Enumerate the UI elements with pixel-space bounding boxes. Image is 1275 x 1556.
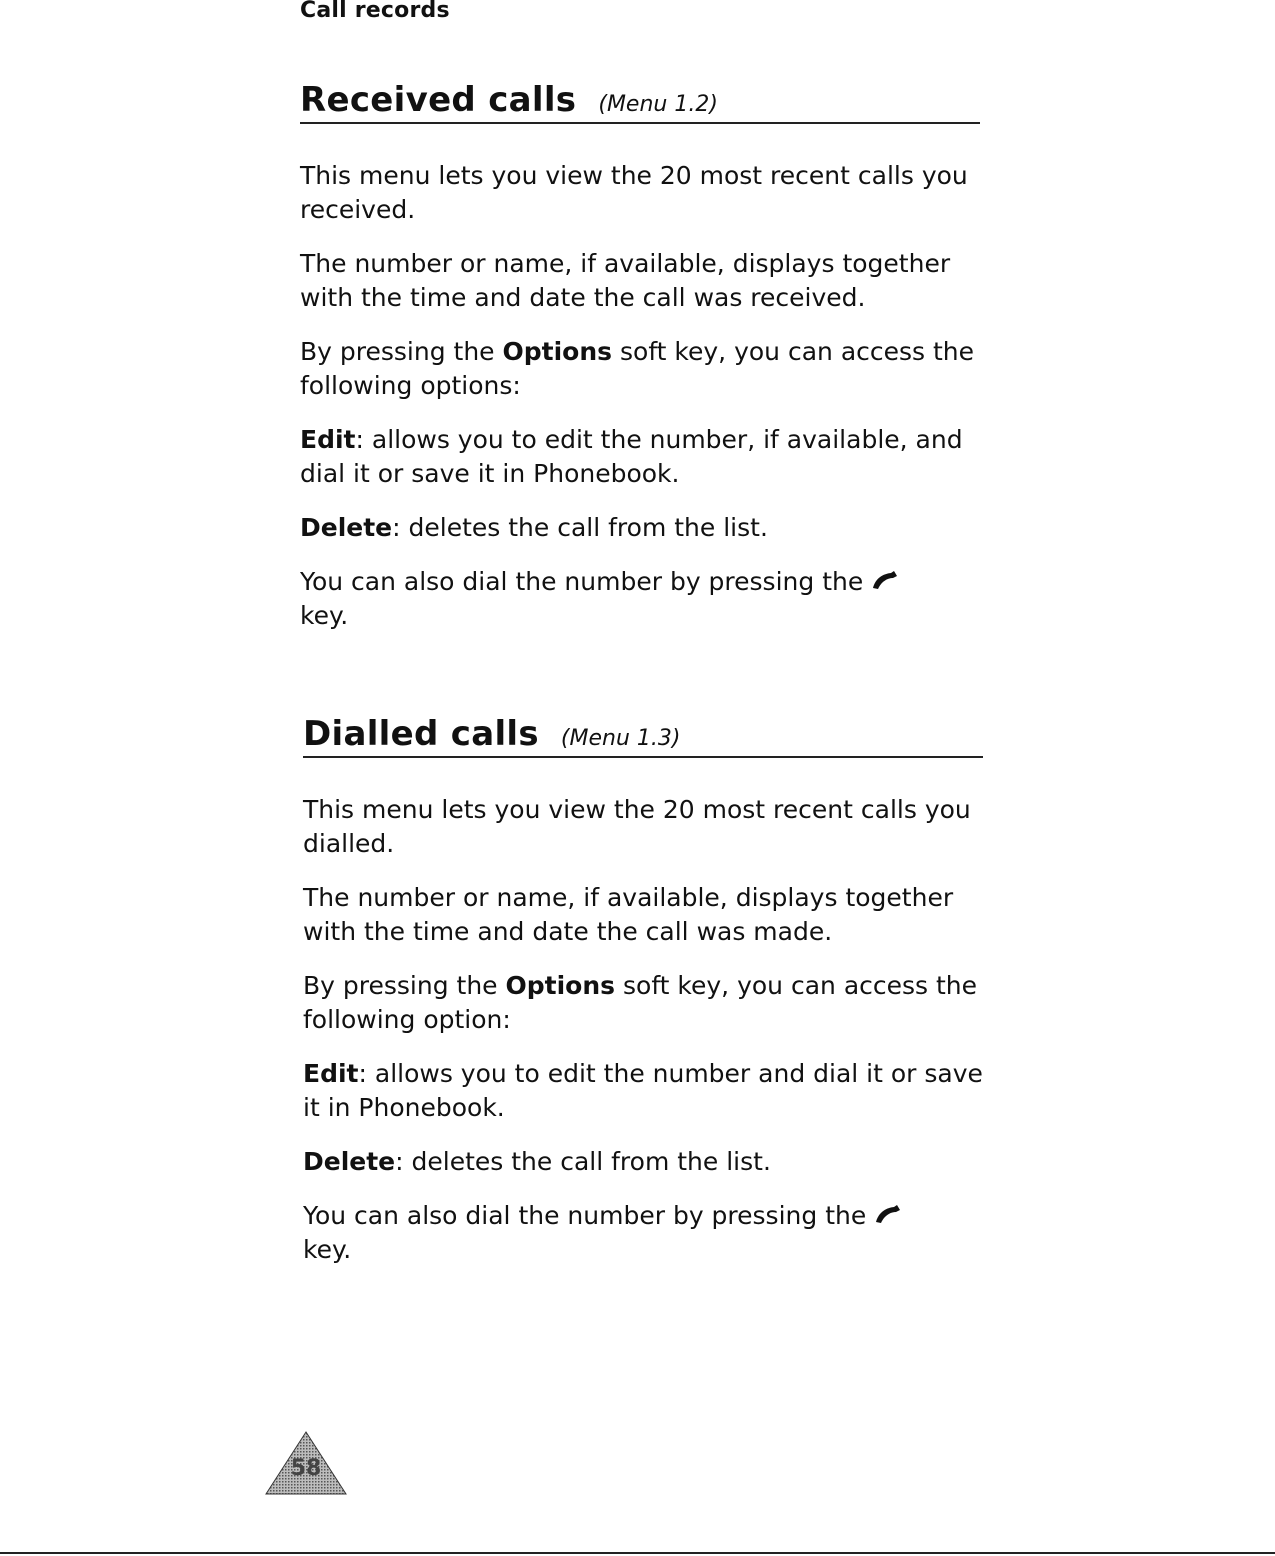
dialled-dial-info <box>303 1199 983 1267</box>
dialled-calls-body <box>303 793 983 1267</box>
dialled-calls-title: Dialled calls <box>303 714 539 754</box>
received-calls-body <box>300 159 980 633</box>
page-number-marker <box>264 1430 348 1496</box>
bottom-rule <box>0 1552 1275 1554</box>
phone-handset-icon <box>872 1201 904 1225</box>
received-calls-heading <box>300 80 980 124</box>
dialled-dial-post: key. <box>303 1235 352 1264</box>
dialled-delete-label: Delete <box>303 1147 396 1176</box>
received-calls-section <box>300 80 980 653</box>
dialled-edit-option <box>303 1057 983 1125</box>
dialled-options-pre: By pressing the <box>303 971 506 1000</box>
running-head: Call records <box>300 0 450 23</box>
received-delete-label: Delete <box>300 513 393 542</box>
received-options-key: Options <box>502 337 613 366</box>
dialled-options-info <box>303 969 983 1037</box>
received-dial-pre: You can also dial the number by pressing the <box>300 567 864 596</box>
phone-handset-icon <box>869 567 901 591</box>
dialled-calls-menu-ref: (Menu 1.3) <box>560 726 681 751</box>
dialled-delete-option <box>303 1145 983 1179</box>
dialled-edit-label: Edit <box>303 1059 359 1088</box>
dialled-calls-section <box>303 714 983 1287</box>
page-number: 58 <box>290 1456 322 1481</box>
received-edit-label: Edit <box>300 425 356 454</box>
received-calls-title: Received calls <box>300 80 577 120</box>
dialled-calls-heading <box>303 714 983 758</box>
received-dial-info <box>300 565 980 633</box>
received-edit-text: : allows you to edit the number, if available, and dial it or save it in Phonebook. <box>300 425 963 488</box>
received-options-post: soft key, you can access the following options: <box>300 337 975 400</box>
dialled-options-post: soft key, you can access the following option: <box>303 971 978 1034</box>
dialled-edit-text: : allows you to edit the number and dial it or save it in Phonebook. <box>303 1059 983 1122</box>
dialled-delete-text: : deletes the call from the list. <box>395 1147 771 1176</box>
dialled-display-info: The number or name, if available, displays together with the time and date the call was made. <box>303 883 954 946</box>
dialled-options-key: Options <box>505 971 616 1000</box>
dialled-intro: This menu lets you view the 20 most recent calls you dialled. <box>303 795 971 858</box>
received-calls-menu-ref: (Menu 1.2) <box>598 92 718 117</box>
received-options-pre: By pressing the <box>300 337 503 366</box>
received-delete-option <box>300 511 980 545</box>
received-intro: This menu lets you view the 20 most recent calls you received. <box>300 161 968 224</box>
received-edit-option <box>300 423 980 491</box>
received-dial-post: key. <box>300 601 349 630</box>
received-options-info <box>300 335 980 403</box>
dialled-dial-pre: You can also dial the number by pressing the <box>303 1201 867 1230</box>
received-delete-text: : deletes the call from the list. <box>392 513 768 542</box>
received-display-info: The number or name, if available, displays together with the time and date the call was received. <box>300 249 951 312</box>
